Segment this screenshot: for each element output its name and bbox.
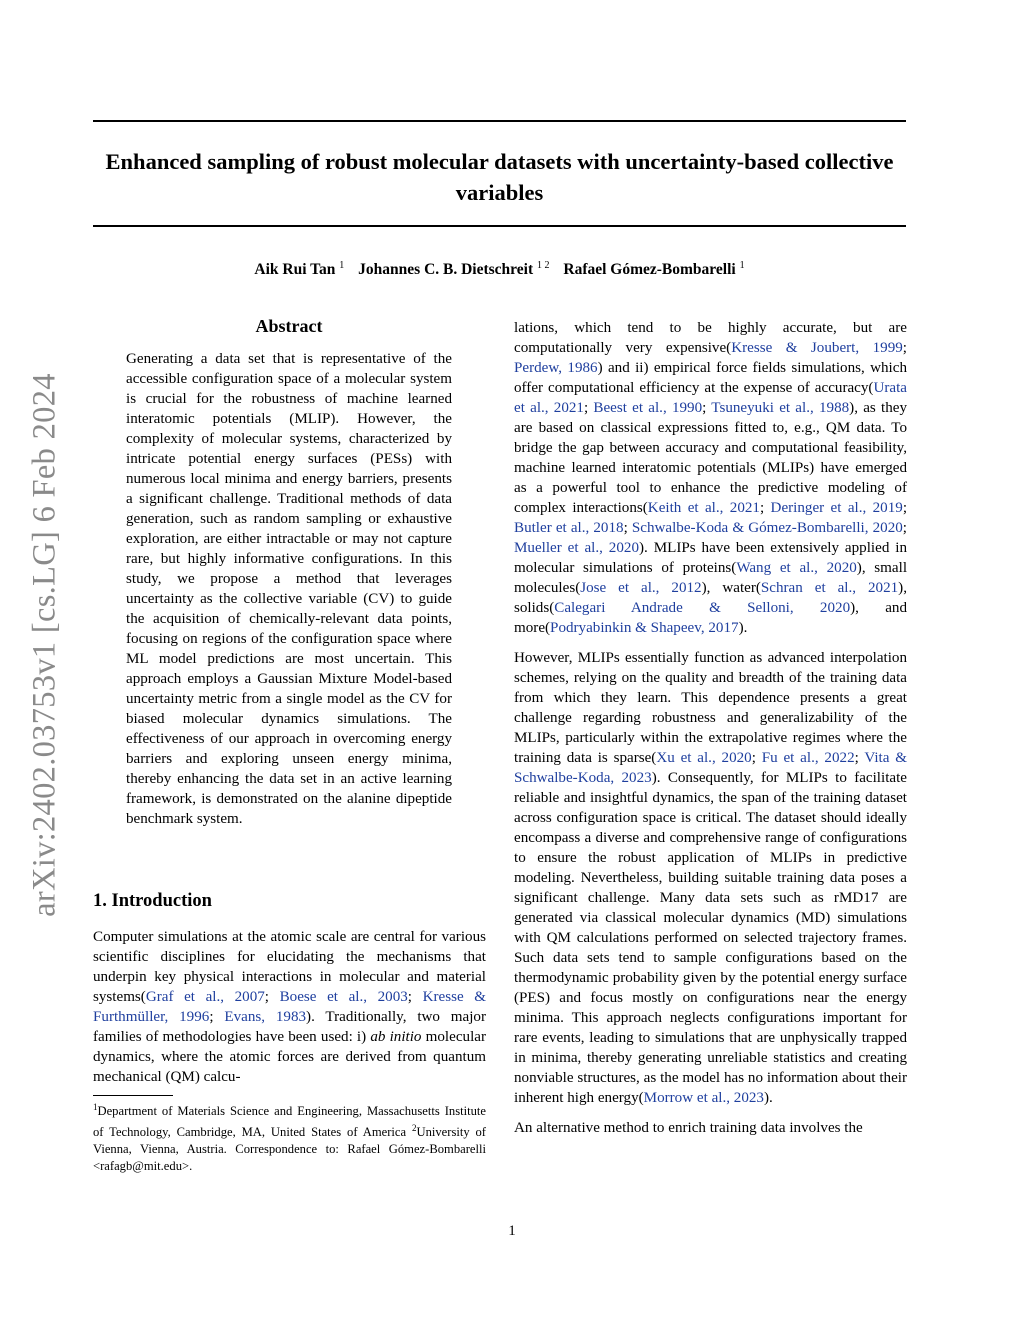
citation-link[interactable]: Kresse & Joubert, 1999	[731, 340, 903, 356]
citation-link[interactable]: Mueller et al., 2020	[514, 540, 639, 556]
citation-link[interactable]: Calegari Andrade & Selloni, 2020	[554, 600, 851, 616]
citation-link[interactable]: Jose et al., 2012	[580, 580, 702, 596]
citation-link[interactable]: Fu et al., 2022	[761, 750, 855, 766]
citation-link[interactable]: Vita & Schwalbe-Koda, 2023	[514, 750, 907, 786]
body-paragraph: lations, which tend to be highly accurate, but are computationally very expensive(Kresse & Joubert, 1999; Perdew, 1986) and ii) empirical force fields simulations, which offer computational efficiency at the expense of accuracy(Urata et al., 2021; Beest et al., 1990; Tsuneyuki et al., 1988), as they are based on classical expressions fitted to, e.g., QM data. To bridge the gap between accuracy and computational feasibility, machine learned interatomic potentials (MLIPs) have emerged as a powerful tool to enhance the predictive modeling of complex interactions(Keith et al., 2021; Deringer et al., 2019; Butler et al., 2018; Schwalbe-Koda & Gómez-Bombarelli, 2020; Mueller et al., 2020). MLIPs have been extensively applied in molecular simulations of proteins(Wang et al., 2020), small molecules(Jose et al., 2012), water(Schran et al., 2021), solids(Calegari Andrade & Selloni, 2020), and more(Podryabinkin & Shapeev, 2017).	[514, 320, 908, 636]
citation-link[interactable]: Perdew, 1986	[514, 360, 598, 376]
citation-link[interactable]: Xu et al., 2020	[656, 750, 752, 766]
abstract-text: Generating a data set that is representative of the accessible configuration space of a molecular system is crucial for the robustness of machine learned interatomic potentials (MLIP). However, the complexity of molecular systems, characterized by intricate potential energy surfaces (PESs) with numerous local minima and energy barriers, presents a significant challenge. Traditional methods of data generation, such as random sampling or exhaustive exploration, are either intractable or may not capture rare, but highly informative configurations. In this study, we propose a method that leverages uncertainty as the collective variable (CV) to guide the acquisition of chemically-relevant data points, focusing on regions of the configuration space where ML model predictions are most uncertain. This approach employs a Gaussian Mixture Model-based uncertainty metric from a single model as the CV for biased molecular dynamics simulations. The effectiveness of our approach in overcoming energy barriers and exploring unseen energy minima, thereby enhancing the data set in an active learning framework, is demonstrated on the alanine dipeptide benchmark system.	[126, 351, 452, 827]
citation-link[interactable]: Morrow et al., 2023	[643, 1090, 764, 1106]
citation-link[interactable]: Wang et al., 2020	[736, 560, 857, 576]
citation-link[interactable]: Schwalbe-Koda & Gómez-Bombarelli, 2020	[631, 520, 903, 536]
body-paragraph: However, MLIPs essentially function as advanced interpolation schemes, relying on the quality and breadth of the training data from which they learn. This dependence presents a great challenge regarding robustness and generalizability of the MLIPs, particularly within the extrapolative regimes where the training data is sparse(Xu et al., 2020; Fu et al., 2022; Vita & Schwalbe-Koda, 2023). Consequently, for MLIPs to facilitate reliable and insightful dynamics, the span of the training dataset across configuration space is critical. The dataset should ideally encompass a diverse and comprehensive range of configurations to ensure the robust application of MLIPs in predictive modeling. Nevertheless, building suitable training data poses a significant challenge. Many data sets such as rMD17 are generated via classical molecular dynamics (MD) simulations with QM calculations performed on selected trajectory frames. Such data sets tend to sample configurations based on the thermodynamic probability given by the potential energy surface (PES) and focus mostly on configurations near the energy minima. This approach neglects configurations important for rare events, leading to simulations that are unphysically trapped in minima, thereby generating unreliable statistics and creating nonviable structures, as the model has no information about their inherent high energy(Morrow et al., 2023).	[514, 650, 907, 1106]
author-list	[93, 260, 906, 279]
paper-title: Enhanced sampling of robust molecular datasets with uncertainty-based collective variables	[105, 149, 894, 205]
citation-link[interactable]: Kresse & Furthmüller, 1996	[93, 989, 487, 1025]
author: Aik Rui Tan $^1$	[254, 260, 345, 279]
citation-link[interactable]: Deringer et al., 2019	[770, 500, 903, 516]
citation-link[interactable]: Podryabinkin & Shapeev, 2017	[550, 620, 739, 636]
right-column	[514, 318, 907, 1148]
page-number: 1	[508, 1223, 516, 1239]
footnote-rule	[93, 1095, 173, 1096]
citation-link[interactable]: Graf et al., 2007	[145, 989, 265, 1005]
citation-link[interactable]: Boese et al., 2003	[279, 989, 408, 1005]
author: Rafael Gómez-Bombarelli $^1$	[563, 260, 745, 279]
citation-link[interactable]: Butler et al., 2018	[514, 520, 624, 536]
citation-link[interactable]: Evans, 1983	[224, 1009, 307, 1025]
top-rule	[93, 120, 906, 122]
citation-link[interactable]: Beest et al., 1990	[593, 400, 703, 416]
citation-link[interactable]: Urata et al., 2021	[514, 380, 907, 416]
author: Johannes C. B. Dietschreit $^{1 2}$	[358, 260, 550, 279]
introduction-paragraph: Computer simulations at the atomic scale are central for various scientific disciplines for elucidating the mechanisms that underpin key physical interactions in molecular and material systems(Graf et al., 2007; Boese et al., 2003; Kresse & Furthmüller, 1996; Evans, 1983). Traditionally, two major families of methodologies have been used: i) ab initio molecular dynamics, where the atomic forces are derived from quantum mechanical (QM) calcu-	[93, 929, 487, 1085]
body-paragraph: An alternative method to enrich training data involves the	[514, 1120, 863, 1136]
affiliation-footnote: $^1$Department of Materials Science and Engineering, Massachusetts Institute of Technology, Cambridge, MA, United States of America $^2$University of Vienna, Vienna, Austria. Correspondence to: Rafael Gómez-Bombarelli <rafagb@mit.edu>.	[93, 1102, 487, 1174]
citation-link[interactable]: Keith et al., 2021	[647, 500, 760, 516]
introduction-heading: 1. Introduction	[93, 891, 212, 911]
title-bottom-rule	[93, 225, 906, 227]
citation-link[interactable]: Schran et al., 2021	[760, 580, 899, 596]
citation-link[interactable]: Tsuneyuki et al., 1988	[711, 400, 850, 416]
abstract-heading: Abstract	[255, 316, 323, 336]
